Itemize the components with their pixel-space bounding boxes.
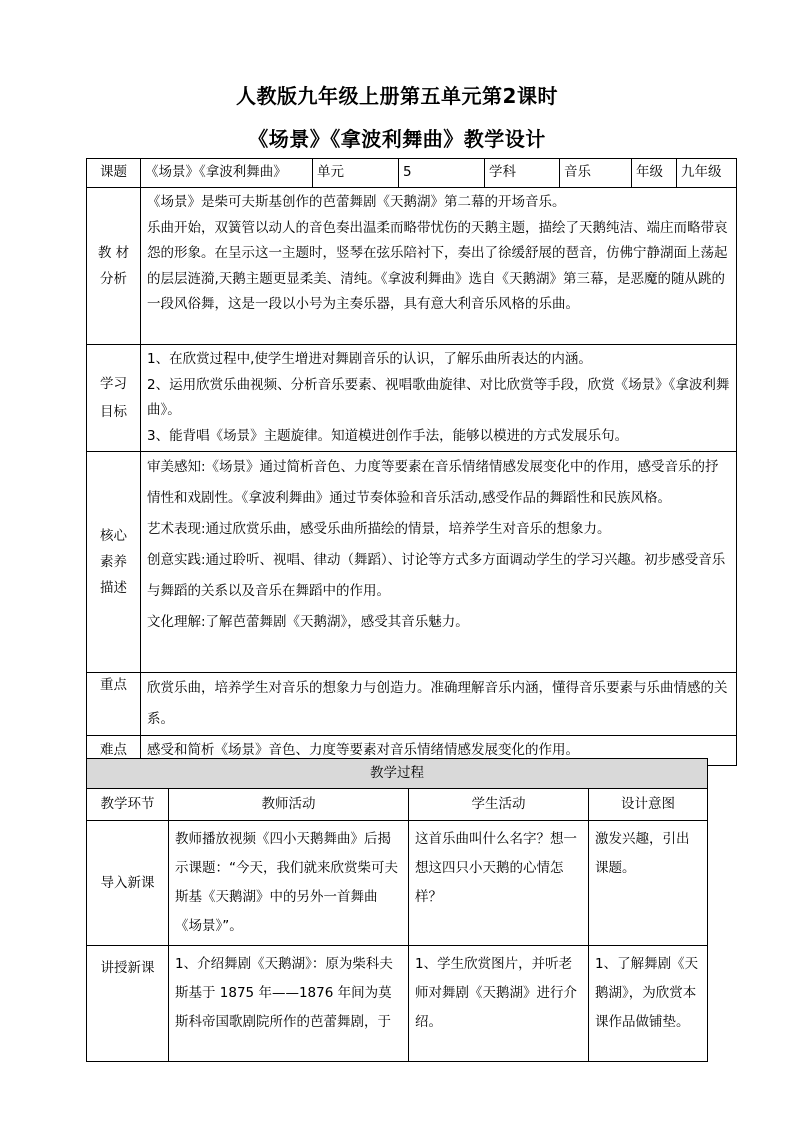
key-label: 重点 [87, 673, 141, 736]
document-title: 人教版九年级上册第五单元第2课时 [236, 84, 558, 108]
intent-cell: 1、了解舞剧《天鹅湖》，为欣赏本课作品做铺垫。 [589, 946, 708, 1062]
document-subtitle: 《场景》《拿波利舞曲》教学设计 [248, 127, 546, 151]
table-row [87, 946, 708, 1062]
goal-item: 3、能背唱《场景》主题旋律。知道模进创作手法，能够以模进的方式发展乐句。 [147, 427, 629, 444]
analysis-paragraph: 《场景》是柴可夫斯基创作的芭蕾舞剧《天鹅湖》第二幕的开场音乐。 [147, 194, 566, 210]
process-header: 教学过程 [87, 759, 708, 789]
teaching-process-table [86, 758, 708, 1062]
topic-label: 课题 [87, 159, 141, 188]
core-item: 创意实践:通过聆听、视唱、律动（舞蹈）、讨论等方式多方面调动学生的学习兴趣。初步感受音乐与舞蹈的关系以及音乐在舞蹈中的作用。 [147, 552, 726, 599]
stage-cell: 讲授新课 [87, 946, 169, 1062]
analysis-text [141, 188, 737, 345]
lesson-info-table [86, 158, 737, 766]
difficulty-text: 感受和简析《场景》音色、力度等要素对音乐情绪情感发展变化的作用。 [141, 736, 737, 766]
unit-label: 单元 [313, 159, 399, 188]
col-stage: 教学环节 [87, 789, 169, 821]
student-cell: 1、学生欣赏图片，并听老师对舞剧《天鹅湖》进行介绍。 [409, 946, 589, 1062]
subject-label: 学科 [485, 159, 560, 188]
process-header-row [87, 759, 708, 789]
goal-item: 1、在欣赏过程中,使学生增进对舞剧音乐的认识，了解乐曲所表达的内涵。 [147, 351, 592, 367]
goal-item: 2、运用欣赏乐曲视频、分析音乐要素、视唱歌曲旋律、对比欣赏等手段，欣赏《场景》《拿波利舞曲》。 [147, 376, 730, 418]
grade-value: 九年级 [677, 159, 737, 188]
analysis-row [87, 188, 737, 345]
core-label: 核心 素养 描述 [87, 452, 141, 673]
teacher-cell: 教师播放视频《四小天鹅舞曲》后揭示课题：“今天，我们就来欣赏柴可夫斯基《天鹅湖》中的另外一首舞曲《场景》”。 [169, 821, 409, 946]
table-row [87, 821, 708, 946]
core-item: 审美感知:《场景》通过简析音色、力度等要素在音乐情绪情感发展变化中的作用，感受音乐的抒情性和戏剧性。《拿波利舞曲》通过节奏体验和音乐活动,感受作品的舞蹈性和民族风格。 [147, 459, 719, 506]
goals-row [87, 345, 737, 452]
col-intent: 设计意图 [589, 789, 708, 821]
subject-value: 音乐 [560, 159, 632, 188]
difficulty-label: 难点 [87, 736, 141, 766]
key-row [87, 673, 737, 736]
student-cell: 这首乐曲叫什么名字？想一想这四只小天鹅的心情怎样？ [409, 821, 589, 946]
goals-label: 学习 目标 [87, 345, 141, 452]
topic-value: 《场景》《拿波利舞曲》 [141, 159, 313, 188]
unit-value: 5 [399, 159, 485, 188]
goals-text [141, 345, 737, 452]
core-text [141, 452, 737, 673]
key-text: 欣赏乐曲，培养学生对音乐的想象力与创造力。准确理解音乐内涵，懂得音乐要素与乐曲情感的关系。 [141, 673, 737, 736]
stage-cell: 导入新课 [87, 821, 169, 946]
core-row [87, 452, 737, 673]
topic-row [87, 159, 737, 188]
core-item: 文化理解:了解芭蕾舞剧《天鹅湖》，感受其音乐魅力。 [147, 614, 469, 630]
teacher-cell: 1、介绍舞剧《天鹅湖》：原为柴科夫斯基于 1875 年——1876 年间为莫斯科帝国歌剧院所作的芭蕾舞剧，于 [169, 946, 409, 1062]
core-item: 艺术表现:通过欣赏乐曲，感受乐曲所描绘的情景，培养学生对音乐的想象力。 [147, 521, 611, 537]
intent-cell: 激发兴趣，引出课题。 [589, 821, 708, 946]
analysis-paragraph: 乐曲开始，双簧管以动人的音色奏出温柔而略带忧伤的天鹅主题，描绘了天鹅纯洁、端庄而略带哀怨的形象。在呈示这一主题时，竖琴在弦乐陪衬下，奏出了徐缓舒展的琶音，仿佛宁静湖面上荡起的层层涟漪,天鹅主题更显柔美、清纯。《拿波利舞曲》选自《天鹅湖》第三幕，是恶魔的随从跳的一段风俗舞，这是一段以小号为主奏乐器，具有意大利音乐风格的乐曲。 [147, 219, 728, 312]
col-teacher: 教师活动 [169, 789, 409, 821]
grade-label: 年级 [632, 159, 677, 188]
process-column-headers [87, 789, 708, 821]
analysis-label: 教 材 分析 [87, 188, 141, 345]
col-student: 学生活动 [409, 789, 589, 821]
